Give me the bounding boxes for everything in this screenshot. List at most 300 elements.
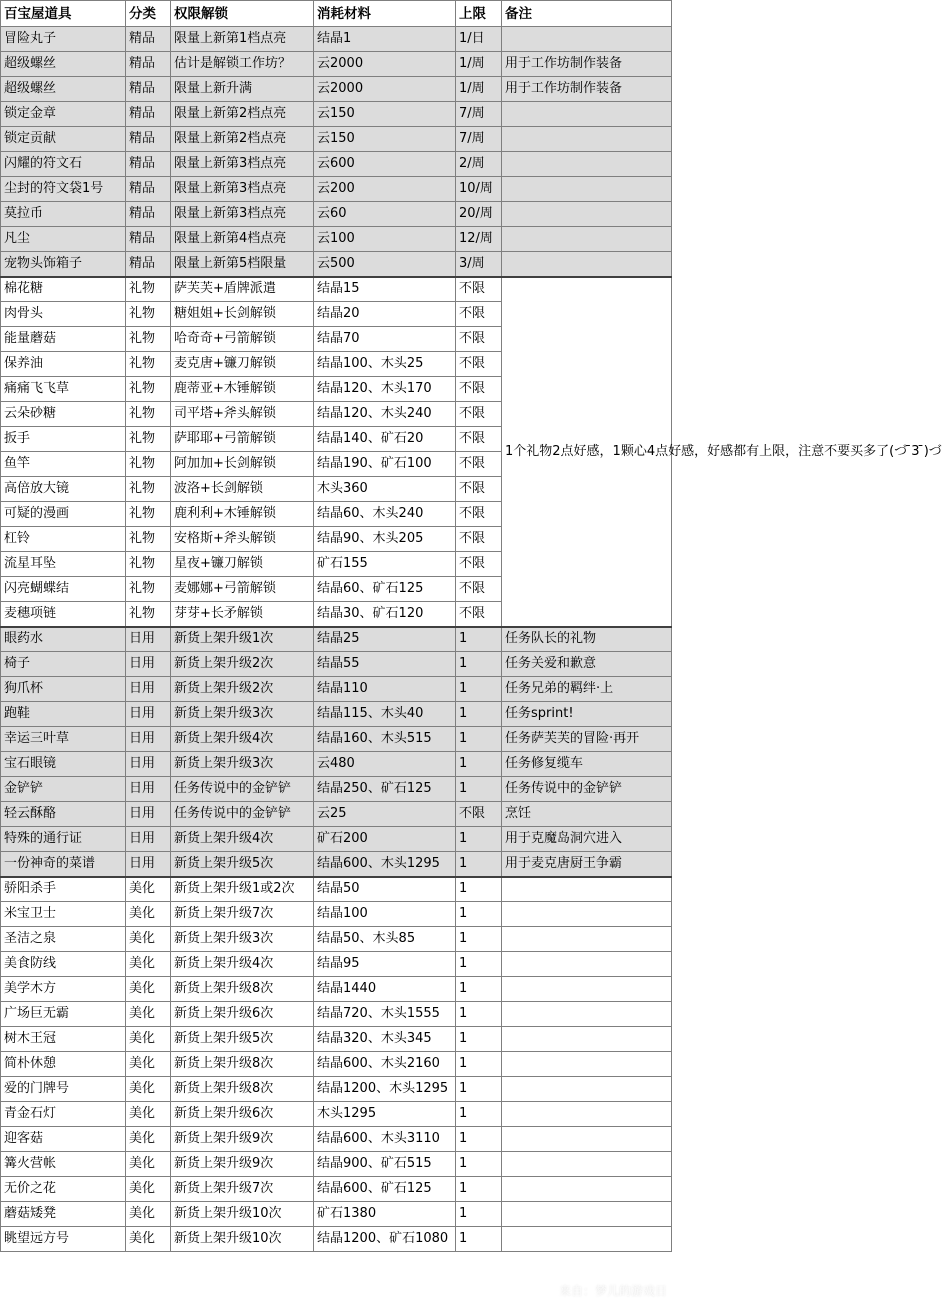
limit-cell: 10/周 xyxy=(456,177,502,202)
item-name-cell: 狗爪杯 xyxy=(1,677,126,702)
table-row xyxy=(1,52,672,77)
cost-cell: 云25 xyxy=(314,802,456,827)
unlock-cell: 任务传说中的金铲铲 xyxy=(171,802,314,827)
limit-cell: 1 xyxy=(456,1102,502,1127)
header-category: 分类 xyxy=(126,1,171,27)
item-name-cell: 简朴休憩 xyxy=(1,1052,126,1077)
note-cell: 任务修复缆车 xyxy=(502,752,672,777)
category-cell: 礼物 xyxy=(126,427,171,452)
note-cell xyxy=(502,152,672,177)
limit-cell: 1 xyxy=(456,677,502,702)
unlock-cell: 星夜+镰刀解锁 xyxy=(171,552,314,577)
watermark-text: 来自：梦儿的游戏日 xyxy=(558,1284,667,1298)
table-row xyxy=(1,227,672,252)
limit-cell: 1 xyxy=(456,1002,502,1027)
category-cell: 礼物 xyxy=(126,277,171,302)
item-name-cell: 广场巨无霸 xyxy=(1,1002,126,1027)
unlock-cell: 新货上架升级8次 xyxy=(171,1052,314,1077)
unlock-cell: 新货上架升级8次 xyxy=(171,1077,314,1102)
cost-cell: 云480 xyxy=(314,752,456,777)
category-cell: 精品 xyxy=(126,227,171,252)
table-row xyxy=(1,202,672,227)
table-row xyxy=(1,1002,672,1027)
limit-cell: 不限 xyxy=(456,452,502,477)
limit-cell: 20/周 xyxy=(456,202,502,227)
note-cell xyxy=(502,1227,672,1252)
unlock-cell: 任务传说中的金铲铲 xyxy=(171,777,314,802)
limit-cell: 1 xyxy=(456,977,502,1002)
unlock-cell: 估计是解锁工作坊？ xyxy=(171,52,314,77)
category-cell: 美化 xyxy=(126,1102,171,1127)
table-row xyxy=(1,877,672,902)
unlock-cell: 新货上架升级5次 xyxy=(171,1027,314,1052)
item-name-cell: 圣洁之泉 xyxy=(1,927,126,952)
note-cell xyxy=(502,1052,672,1077)
item-name-cell: 超级螺丝 xyxy=(1,52,126,77)
limit-cell: 1 xyxy=(456,1177,502,1202)
category-cell: 日用 xyxy=(126,827,171,852)
limit-cell: 不限 xyxy=(456,577,502,602)
limit-cell: 1/周 xyxy=(456,52,502,77)
table-row xyxy=(1,627,672,652)
category-cell: 精品 xyxy=(126,52,171,77)
limit-cell: 2/周 xyxy=(456,152,502,177)
item-name-cell: 麦穗项链 xyxy=(1,602,126,627)
limit-cell: 1 xyxy=(456,727,502,752)
table-row xyxy=(1,1152,672,1177)
item-name-cell: 美学木方 xyxy=(1,977,126,1002)
unlock-cell: 新货上架升级8次 xyxy=(171,977,314,1002)
table-row xyxy=(1,702,672,727)
item-name-cell: 美食防线 xyxy=(1,952,126,977)
item-name-cell: 篝火营帐 xyxy=(1,1152,126,1177)
cost-cell: 结晶120、木头240 xyxy=(314,402,456,427)
unlock-cell: 限量上新升满 xyxy=(171,77,314,102)
category-cell: 礼物 xyxy=(126,352,171,377)
limit-cell: 不限 xyxy=(456,527,502,552)
limit-cell: 1 xyxy=(456,1077,502,1102)
cost-cell: 结晶140、矿石20 xyxy=(314,427,456,452)
limit-cell: 1 xyxy=(456,1152,502,1177)
cost-cell: 结晶70 xyxy=(314,327,456,352)
item-name-cell: 可疑的漫画 xyxy=(1,502,126,527)
limit-cell: 1 xyxy=(456,627,502,652)
item-name-cell: 青金石灯 xyxy=(1,1102,126,1127)
limit-cell: 7/周 xyxy=(456,102,502,127)
unlock-cell: 新货上架升级2次 xyxy=(171,652,314,677)
limit-cell: 3/周 xyxy=(456,252,502,277)
table-row xyxy=(1,952,672,977)
note-cell: 任务传说中的金铲铲 xyxy=(502,777,672,802)
gift-note-cell: 1个礼物2点好感，1颗心4点好感，好感都有上限，注意不要买多了(づ ̄3 ̄)づ xyxy=(502,277,672,627)
category-cell: 精品 xyxy=(126,77,171,102)
unlock-cell: 麦娜娜+弓箭解锁 xyxy=(171,577,314,602)
note-cell xyxy=(502,177,672,202)
item-name-cell: 无价之花 xyxy=(1,1177,126,1202)
note-cell xyxy=(502,127,672,152)
table-row xyxy=(1,27,672,52)
cost-cell: 云200 xyxy=(314,177,456,202)
table-row xyxy=(1,752,672,777)
item-name-cell: 骄阳杀手 xyxy=(1,877,126,902)
limit-cell: 12/周 xyxy=(456,227,502,252)
header-unlock: 权限解锁 xyxy=(171,1,314,27)
limit-cell: 1 xyxy=(456,952,502,977)
category-cell: 日用 xyxy=(126,627,171,652)
item-name-cell: 树木王冠 xyxy=(1,1027,126,1052)
item-name-cell: 椅子 xyxy=(1,652,126,677)
note-cell: 任务关爱和歉意 xyxy=(502,652,672,677)
limit-cell: 1 xyxy=(456,652,502,677)
unlock-cell: 安格斯+斧头解锁 xyxy=(171,527,314,552)
limit-cell: 1 xyxy=(456,1052,502,1077)
table-body xyxy=(1,27,942,1252)
category-cell: 礼物 xyxy=(126,477,171,502)
unlock-cell: 限量上新第4档点亮 xyxy=(171,227,314,252)
unlock-cell: 波洛+长剑解锁 xyxy=(171,477,314,502)
unlock-cell: 新货上架升级4次 xyxy=(171,727,314,752)
category-cell: 美化 xyxy=(126,1027,171,1052)
item-name-cell: 云朵砂糖 xyxy=(1,402,126,427)
category-cell: 礼物 xyxy=(126,377,171,402)
category-cell: 礼物 xyxy=(126,552,171,577)
category-cell: 美化 xyxy=(126,1202,171,1227)
cost-cell: 矿石1380 xyxy=(314,1202,456,1227)
cost-cell: 矿石155 xyxy=(314,552,456,577)
table-row xyxy=(1,802,672,827)
limit-cell: 不限 xyxy=(456,502,502,527)
category-cell: 日用 xyxy=(126,777,171,802)
note-cell xyxy=(502,877,672,902)
table-row xyxy=(1,677,672,702)
unlock-cell: 司平塔+斧头解锁 xyxy=(171,402,314,427)
note-cell xyxy=(502,952,672,977)
note-cell xyxy=(502,1002,672,1027)
note-cell xyxy=(502,977,672,1002)
item-name-cell: 眼药水 xyxy=(1,627,126,652)
category-cell: 精品 xyxy=(126,27,171,52)
category-cell: 美化 xyxy=(126,1077,171,1102)
item-name-cell: 爱的门牌号 xyxy=(1,1077,126,1102)
cost-cell: 结晶1200、矿石1080 xyxy=(314,1227,456,1252)
cost-cell: 结晶50 xyxy=(314,877,456,902)
unlock-cell: 新货上架升级1或2次 xyxy=(171,877,314,902)
note-cell xyxy=(502,1077,672,1102)
unlock-cell: 新货上架升级7次 xyxy=(171,902,314,927)
unlock-cell: 新货上架升级4次 xyxy=(171,827,314,852)
note-cell xyxy=(502,1177,672,1202)
limit-cell: 不限 xyxy=(456,352,502,377)
cost-cell: 结晶20 xyxy=(314,302,456,327)
unlock-cell: 鹿利利+木锤解锁 xyxy=(171,502,314,527)
category-cell: 礼物 xyxy=(126,452,171,477)
cost-cell: 云2000 xyxy=(314,52,456,77)
category-cell: 美化 xyxy=(126,902,171,927)
cost-cell: 结晶1 xyxy=(314,27,456,52)
note-cell: 用于克魔岛洞穴进入 xyxy=(502,827,672,852)
category-cell: 日用 xyxy=(126,752,171,777)
cost-cell: 结晶120、木头170 xyxy=(314,377,456,402)
cost-cell: 结晶1200、木头1295 xyxy=(314,1077,456,1102)
category-cell: 礼物 xyxy=(126,577,171,602)
note-cell xyxy=(502,902,672,927)
cost-cell: 云150 xyxy=(314,102,456,127)
category-cell: 精品 xyxy=(126,202,171,227)
category-cell: 美化 xyxy=(126,977,171,1002)
category-cell: 精品 xyxy=(126,127,171,152)
note-cell xyxy=(502,927,672,952)
item-name-cell: 幸运三叶草 xyxy=(1,727,126,752)
unlock-cell: 限量上新第3档点亮 xyxy=(171,177,314,202)
unlock-cell: 新货上架升级3次 xyxy=(171,927,314,952)
limit-cell: 1 xyxy=(456,852,502,877)
header-row xyxy=(1,1,672,27)
table-row xyxy=(1,852,672,877)
cost-cell: 结晶190、矿石100 xyxy=(314,452,456,477)
category-cell: 日用 xyxy=(126,852,171,877)
category-cell: 日用 xyxy=(126,802,171,827)
note-cell xyxy=(502,1152,672,1177)
table-row xyxy=(1,127,672,152)
unlock-cell: 新货上架升级4次 xyxy=(171,952,314,977)
limit-cell: 不限 xyxy=(456,802,502,827)
category-cell: 礼物 xyxy=(126,402,171,427)
unlock-cell: 新货上架升级6次 xyxy=(171,1002,314,1027)
limit-cell: 1 xyxy=(456,877,502,902)
cost-cell: 结晶115、木头40 xyxy=(314,702,456,727)
limit-cell: 不限 xyxy=(456,427,502,452)
limit-cell: 不限 xyxy=(456,402,502,427)
item-name-cell: 保养油 xyxy=(1,352,126,377)
unlock-cell: 新货上架升级3次 xyxy=(171,702,314,727)
item-name-cell: 超级螺丝 xyxy=(1,77,126,102)
category-cell: 礼物 xyxy=(126,602,171,627)
cost-cell: 结晶100 xyxy=(314,902,456,927)
note-cell xyxy=(502,1027,672,1052)
note-cell xyxy=(502,1102,672,1127)
note-cell: 任务萨芙芙的冒险·再开 xyxy=(502,727,672,752)
cost-cell: 结晶720、木头1555 xyxy=(314,1002,456,1027)
cost-cell: 结晶60、矿石125 xyxy=(314,577,456,602)
cost-cell: 结晶25 xyxy=(314,627,456,652)
item-name-cell: 宝石眼镜 xyxy=(1,752,126,777)
unlock-cell: 麦克唐+镰刀解锁 xyxy=(171,352,314,377)
cost-cell: 结晶50、木头85 xyxy=(314,927,456,952)
category-cell: 礼物 xyxy=(126,527,171,552)
note-cell: 用于麦克唐厨王争霸 xyxy=(502,852,672,877)
cost-cell: 木头1295 xyxy=(314,1102,456,1127)
unlock-cell: 限量上新第2档点亮 xyxy=(171,127,314,152)
limit-cell: 1 xyxy=(456,1027,502,1052)
unlock-cell: 萨芙芙+盾牌派遣 xyxy=(171,277,314,302)
note-cell: 用于工作坊制作装备 xyxy=(502,52,672,77)
unlock-cell: 新货上架升级10次 xyxy=(171,1202,314,1227)
cost-cell: 结晶95 xyxy=(314,952,456,977)
table-row xyxy=(1,1227,672,1252)
table-row xyxy=(1,1127,672,1152)
item-name-cell: 冒险丸子 xyxy=(1,27,126,52)
note-cell: 任务队长的礼物 xyxy=(502,627,672,652)
unlock-cell: 萨耶耶+弓箭解锁 xyxy=(171,427,314,452)
table-row xyxy=(1,1202,672,1227)
limit-cell: 1 xyxy=(456,1227,502,1252)
unlock-cell: 限量上新第1档点亮 xyxy=(171,27,314,52)
unlock-cell: 新货上架升级1次 xyxy=(171,627,314,652)
item-name-cell: 迎客菇 xyxy=(1,1127,126,1152)
unlock-cell: 芽芽+长矛解锁 xyxy=(171,602,314,627)
category-cell: 美化 xyxy=(126,1227,171,1252)
limit-cell: 不限 xyxy=(456,552,502,577)
cost-cell: 矿石200 xyxy=(314,827,456,852)
category-cell: 日用 xyxy=(126,727,171,752)
limit-cell: 不限 xyxy=(456,302,502,327)
limit-cell: 1 xyxy=(456,927,502,952)
cost-cell: 云100 xyxy=(314,227,456,252)
limit-cell: 不限 xyxy=(456,327,502,352)
item-name-cell: 肉骨头 xyxy=(1,302,126,327)
cost-cell: 结晶160、木头515 xyxy=(314,727,456,752)
item-name-cell: 宠物头饰箱子 xyxy=(1,252,126,277)
cost-cell: 结晶55 xyxy=(314,652,456,677)
cost-cell: 结晶110 xyxy=(314,677,456,702)
table-row xyxy=(1,1102,672,1127)
item-name-cell: 莫拉币 xyxy=(1,202,126,227)
category-cell: 礼物 xyxy=(126,302,171,327)
category-cell: 美化 xyxy=(126,1177,171,1202)
category-cell: 精品 xyxy=(126,252,171,277)
limit-cell: 1 xyxy=(456,702,502,727)
table-row xyxy=(1,977,672,1002)
limit-cell: 1 xyxy=(456,1202,502,1227)
table-row xyxy=(1,927,672,952)
limit-cell: 1 xyxy=(456,777,502,802)
item-name-cell: 闪亮蝴蝶结 xyxy=(1,577,126,602)
note-cell xyxy=(502,252,672,277)
limit-cell: 1 xyxy=(456,902,502,927)
cost-cell: 结晶600、木头1295 xyxy=(314,852,456,877)
item-name-cell: 扳手 xyxy=(1,427,126,452)
header-limit: 上限 xyxy=(456,1,502,27)
header-item: 百宝屋道具 xyxy=(1,1,126,27)
item-name-cell: 跑鞋 xyxy=(1,702,126,727)
table-row xyxy=(1,277,672,302)
limit-cell: 1 xyxy=(456,1127,502,1152)
unlock-cell: 新货上架升级3次 xyxy=(171,752,314,777)
header-note: 备注 xyxy=(502,1,672,27)
unlock-cell: 哈奇奇+弓箭解锁 xyxy=(171,327,314,352)
cost-cell: 结晶60、木头240 xyxy=(314,502,456,527)
cost-cell: 云150 xyxy=(314,127,456,152)
unlock-cell: 限量上新第3档点亮 xyxy=(171,152,314,177)
note-cell: 任务兄弟的羁绊·上 xyxy=(502,677,672,702)
item-name-cell: 米宝卫士 xyxy=(1,902,126,927)
limit-cell: 1 xyxy=(456,827,502,852)
cost-cell: 结晶320、木头345 xyxy=(314,1027,456,1052)
category-cell: 日用 xyxy=(126,652,171,677)
cost-cell: 云60 xyxy=(314,202,456,227)
category-cell: 美化 xyxy=(126,877,171,902)
item-name-cell: 能量蘑菇 xyxy=(1,327,126,352)
cost-cell: 云600 xyxy=(314,152,456,177)
limit-cell: 7/周 xyxy=(456,127,502,152)
category-cell: 日用 xyxy=(126,677,171,702)
unlock-cell: 鹿蒂亚+木锤解锁 xyxy=(171,377,314,402)
unlock-cell: 新货上架升级10次 xyxy=(171,1227,314,1252)
note-cell: 用于工作坊制作装备 xyxy=(502,77,672,102)
category-cell: 美化 xyxy=(126,952,171,977)
unlock-cell: 新货上架升级2次 xyxy=(171,677,314,702)
limit-cell: 不限 xyxy=(456,602,502,627)
table-row xyxy=(1,827,672,852)
cost-cell: 结晶30、矿石120 xyxy=(314,602,456,627)
item-name-cell: 尘封的符文袋1号 xyxy=(1,177,126,202)
category-cell: 日用 xyxy=(126,702,171,727)
note-cell: 任务sprint! xyxy=(502,702,672,727)
item-name-cell: 一份神奇的菜谱 xyxy=(1,852,126,877)
table-row xyxy=(1,652,672,677)
cost-cell: 结晶90、木头205 xyxy=(314,527,456,552)
category-cell: 精品 xyxy=(126,152,171,177)
unlock-cell: 新货上架升级9次 xyxy=(171,1152,314,1177)
cost-cell: 结晶600、木头3110 xyxy=(314,1127,456,1152)
limit-cell: 不限 xyxy=(456,277,502,302)
table-row xyxy=(1,902,672,927)
item-name-cell: 闪耀的符文石 xyxy=(1,152,126,177)
category-cell: 美化 xyxy=(126,1152,171,1177)
unlock-cell: 新货上架升级6次 xyxy=(171,1102,314,1127)
cost-cell: 结晶15 xyxy=(314,277,456,302)
limit-cell: 不限 xyxy=(456,377,502,402)
table-row xyxy=(1,252,672,277)
category-cell: 精品 xyxy=(126,102,171,127)
table-row xyxy=(1,1027,672,1052)
cost-cell: 云500 xyxy=(314,252,456,277)
item-name-cell: 眺望远方号 xyxy=(1,1227,126,1252)
item-name-cell: 金铲铲 xyxy=(1,777,126,802)
cost-cell: 结晶900、矿石515 xyxy=(314,1152,456,1177)
table-row xyxy=(1,1177,672,1202)
note-cell xyxy=(502,1202,672,1227)
unlock-cell: 限量上新第5档限量 xyxy=(171,252,314,277)
table-row xyxy=(1,177,672,202)
note-cell xyxy=(502,1127,672,1152)
cost-cell: 结晶600、矿石125 xyxy=(314,1177,456,1202)
header-cost: 消耗材料 xyxy=(314,1,456,27)
category-cell: 美化 xyxy=(126,1052,171,1077)
item-name-cell: 杠铃 xyxy=(1,527,126,552)
item-name-cell: 特殊的通行证 xyxy=(1,827,126,852)
note-cell xyxy=(502,227,672,252)
table-row xyxy=(1,777,672,802)
limit-cell: 不限 xyxy=(456,477,502,502)
cost-cell: 云2000 xyxy=(314,77,456,102)
unlock-cell: 限量上新第2档点亮 xyxy=(171,102,314,127)
category-cell: 美化 xyxy=(126,1002,171,1027)
cost-cell: 结晶100、木头25 xyxy=(314,352,456,377)
item-name-cell: 轻云酥酪 xyxy=(1,802,126,827)
unlock-cell: 新货上架升级7次 xyxy=(171,1177,314,1202)
item-name-cell: 痛痛飞飞草 xyxy=(1,377,126,402)
cost-cell: 结晶250、矿石125 xyxy=(314,777,456,802)
category-cell: 礼物 xyxy=(126,327,171,352)
item-name-cell: 锁定贡献 xyxy=(1,127,126,152)
unlock-cell: 新货上架升级5次 xyxy=(171,852,314,877)
item-name-cell: 棉花糖 xyxy=(1,277,126,302)
unlock-cell: 新货上架升级9次 xyxy=(171,1127,314,1152)
unlock-cell: 限量上新第3档点亮 xyxy=(171,202,314,227)
cost-cell: 木头360 xyxy=(314,477,456,502)
table-row xyxy=(1,102,672,127)
